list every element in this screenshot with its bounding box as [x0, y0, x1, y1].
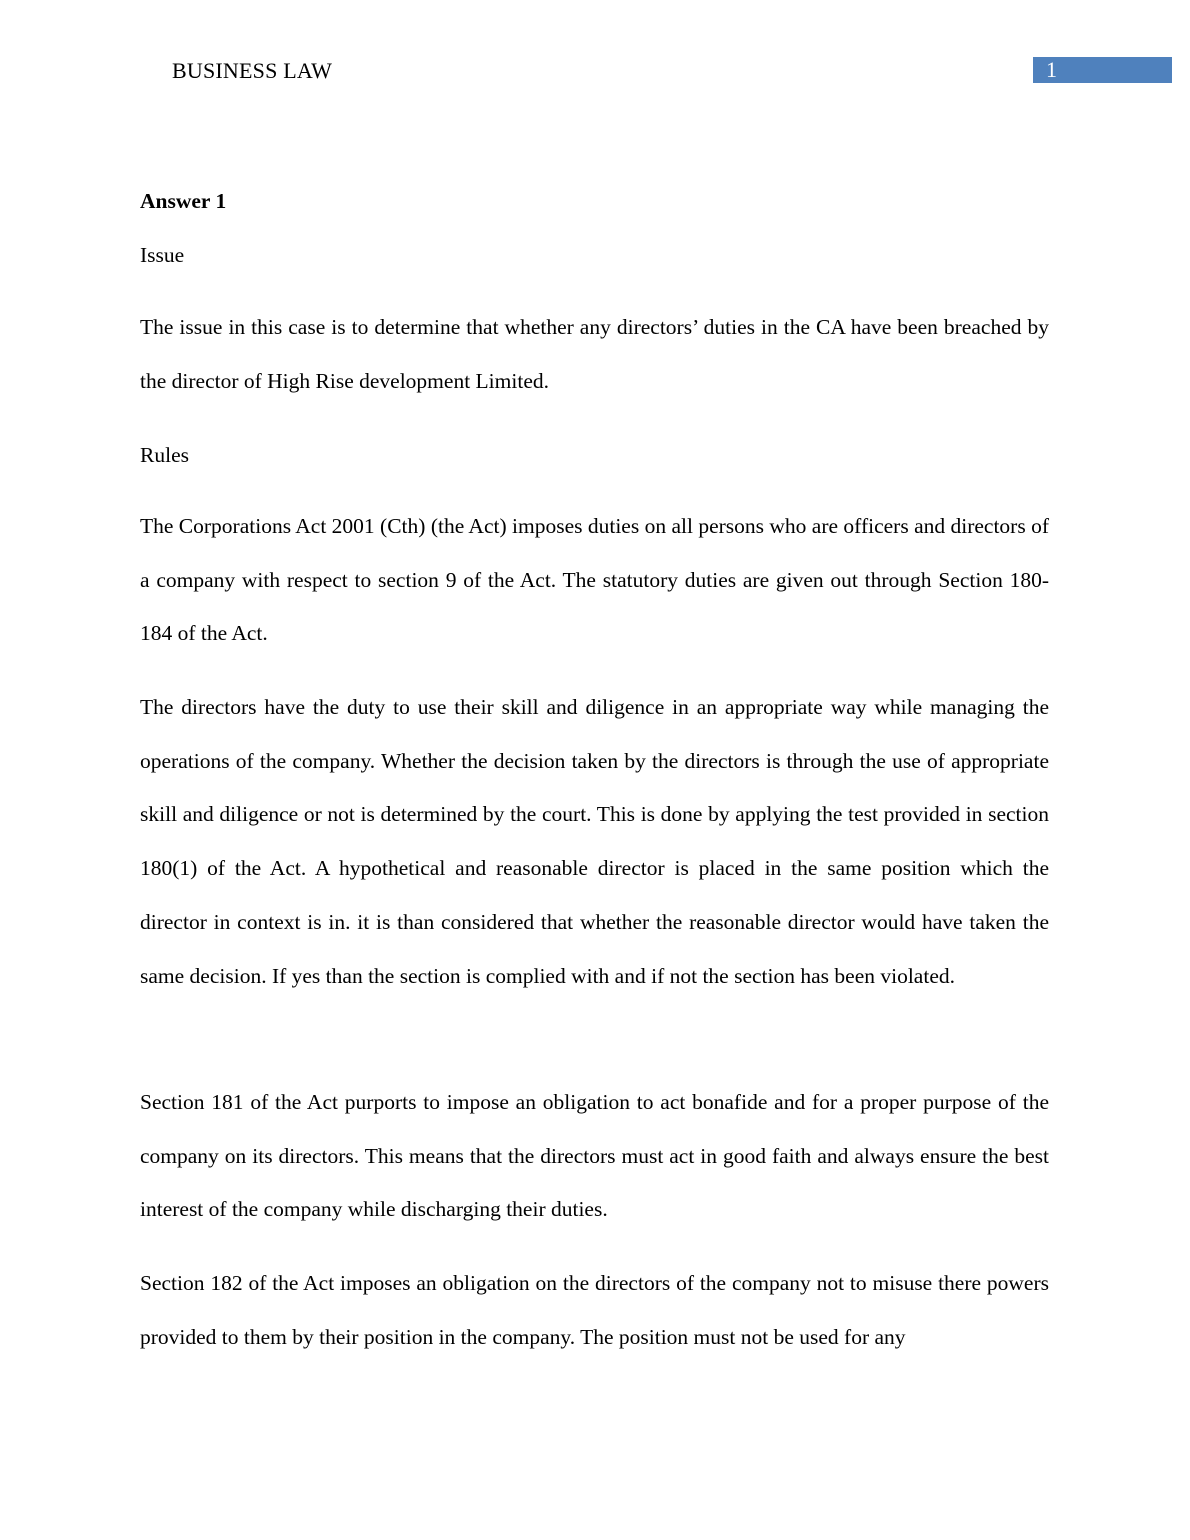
- page-number: 1: [1046, 57, 1057, 82]
- rules-paragraph-2: The directors have the duty to use their skill and diligence in an appropriate way while managing the operations of the company. Whether the decision taken by the directors is through the use of appropriate skill and diligence or not is determined by the court. This is done by applying the test provided in section 180(1) of the Act. A hypothetical and reasonable director is placed in the same position which the director in context is in. it is than considered that whether the reasonable director would have taken the same decision. If yes than the section is complied with and if not the section has been violated.: [140, 695, 1049, 988]
- rules-paragraph-3: Section 181 of the Act purports to impose an obligation to act bonafide and for a proper purpose of the company on its directors. This means that the directors must act in good faith and always ensure the best interest of the company while discharging their duties.: [140, 1090, 1049, 1222]
- page-number-box: [1033, 57, 1172, 83]
- rules-heading: Rules: [140, 443, 189, 467]
- answer-title: Answer 1: [140, 189, 227, 213]
- issue-heading: Issue: [140, 243, 185, 267]
- rules-paragraph-4: Section 182 of the Act imposes an obligation on the directors of the company not to misuse there powers provided to them by their position in the company. The position must not be used for any: [140, 1271, 1049, 1349]
- rules-paragraph-1: The Corporations Act 2001 (Cth) (the Act) imposes duties on all persons who are officers and directors of a company with respect to section 9 of the Act. The statutory duties are given out through Section 180-184 of the Act.: [140, 514, 1049, 646]
- running-head: BUSINESS LAW: [172, 58, 333, 83]
- issue-paragraph: The issue in this case is to determine that whether any directors’ duties in the CA have been breached by the director of High Rise development Limited.: [140, 315, 1049, 393]
